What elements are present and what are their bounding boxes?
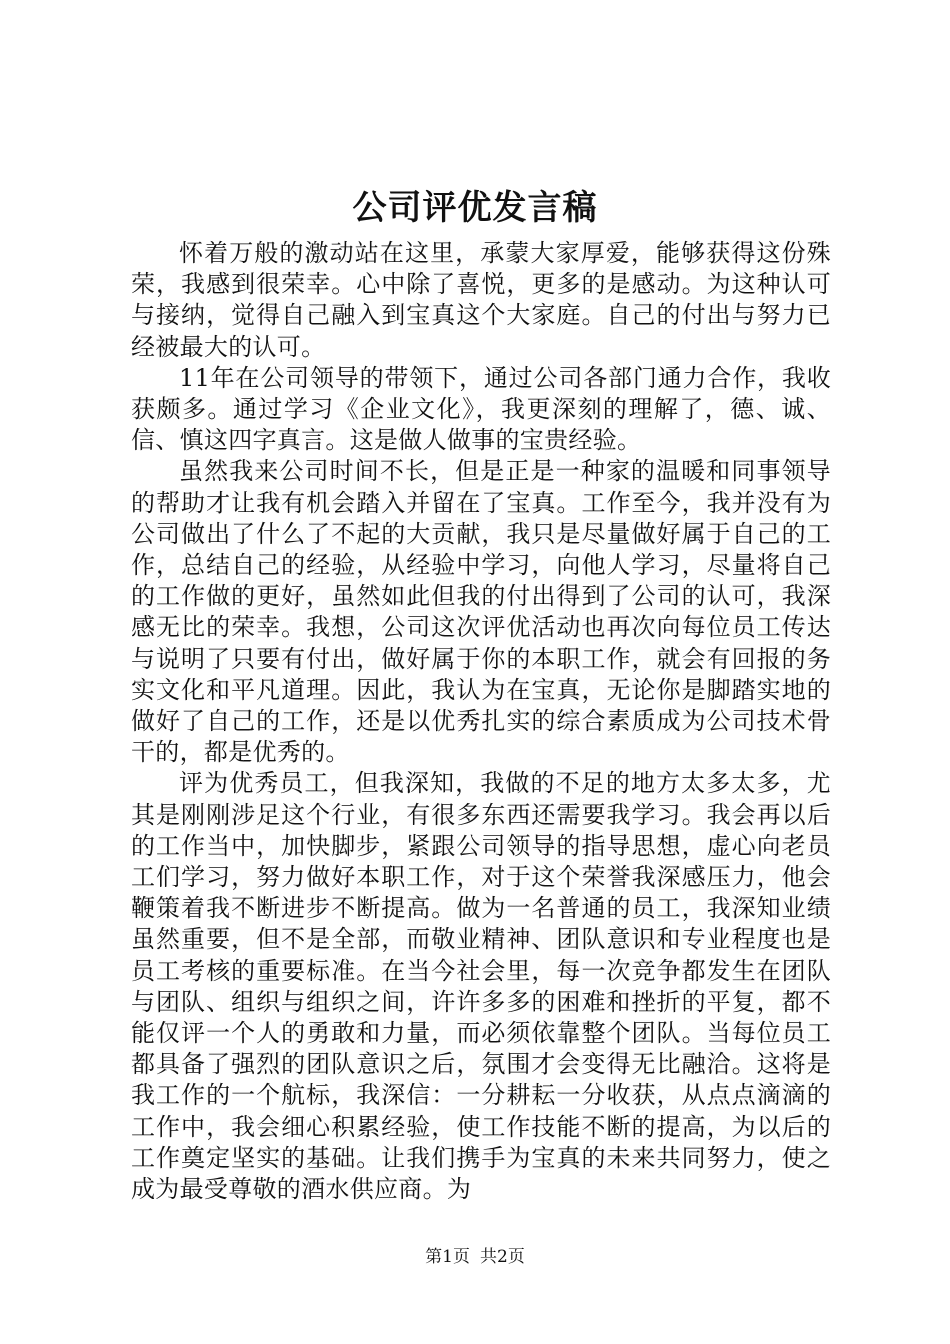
page-total: 共2页: [480, 1247, 525, 1267]
page-footer: [0, 1245, 950, 1269]
document-title: 公司评优发言稿: [352, 188, 598, 228]
paragraph-3: 虽然我来公司时间不长，但是正是一种家的温暖和同事领导的帮助才让我有机会踏入并留在了宝真。工作至今，我并没有为公司做出了什么了不起的大贡献，我只是尽量做好属于自己的工作，总结自己的经验，从经验中学习，向他人学习，尽量将自己的工作做的更好，虽然如此但我的付出得到了公司的认可，我深感无比的荣幸。我想，公司这次评优活动也再次向每位员工传达与说明了只要有付出，做好属于你的本职工作，就会有回报的务实文化和平凡道理。因此，我认为在宝真，无论你是脚踏实地的做好了自己的工作，还是以优秀扎实的综合素质成为公司技术骨干的，都是优秀的。: [131, 457, 831, 767]
paragraph-4: 评为优秀员工，但我深知，我做的不足的地方太多太多，尤其是刚刚涉足这个行业，有很多东西还需要我学习。我会再以后的工作当中，加快脚步，紧跟公司领导的指导思想，虚心向老员工们学习，努力做好本职工作，对于这个荣誉我深感压力，他会鞭策着我不断进步不断提高。做为一名普通的员工，我深知业绩虽然重要，但不是全部，而敬业精神、团队意识和专业程度也是员工考核的重要标准。在当今社会里，每一次竞争都发生在团队与团队、组织与组织之间，许许多多的困难和挫折的平复，都不能仅评一个人的勇敢和力量，而必须依靠整个团队。当每位员工都具备了强烈的团队意识之后，氛围才会变得无比融洽。这将是我工作的一个航标，我深信：一分耕耘一分收获，从点点滴滴的工作中，我会细心积累经验，使工作技能不断的提高，为以后的工作奠定坚实的基础。让我们携手为宝真的未来共同努力，使之成为最受尊敬的酒水供应商。为: [131, 769, 831, 1204]
paragraph-1: 怀着万般的激动站在这里，承蒙大家厚爱，能够获得这份殊荣，我感到很荣幸。心中除了喜悦，更多的是感动。为这种认可与接纳，觉得自己融入到宝真这个大家庭。自己的付出与努力已经被最大的认可。: [131, 239, 831, 361]
document-body: [131, 238, 831, 1205]
paragraph-2: 11年在公司领导的带领下，通过公司各部门通力合作，我收获颇多。通过学习《企业文化》，我更深刻的理解了，德、诚、信、慎这四字真言。这是做人做事的宝贵经验。: [131, 363, 831, 455]
page-number: 第1页: [425, 1247, 470, 1267]
